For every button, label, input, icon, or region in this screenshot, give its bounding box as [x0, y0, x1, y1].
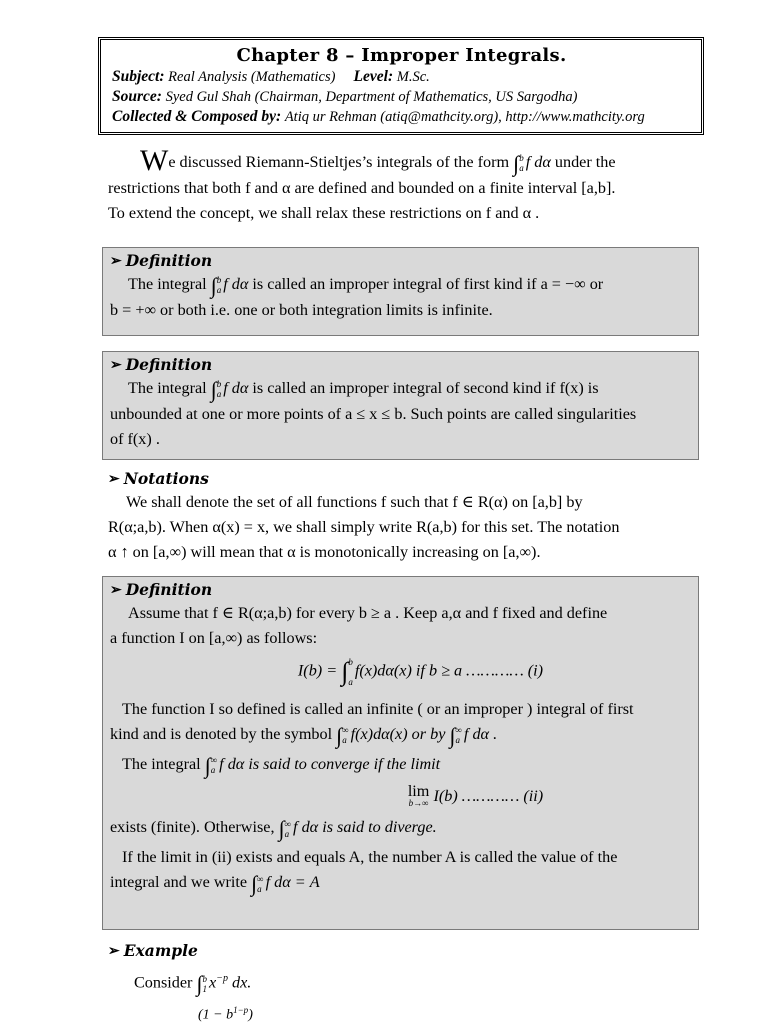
- arrow-bullet-icon: ➢: [108, 471, 120, 487]
- intro-paragraph: We discussed Riemann-Stieltjes’s integrals of the form ∫b a f dα under the restrictions that both f and α are defined and bounded on a finite interval [a,b]. To extend the concept, we shall relax these restrictions on f and α .: [108, 148, 698, 226]
- def3-line4: kind and is denoted by the symbol ∫∞ a f(x)dα(x) or by ∫∞ a f dα .: [110, 723, 498, 748]
- def3-line8: integral and we write ∫∞ a f dα = A: [110, 871, 320, 897]
- integral-symbol: ∫: [341, 656, 349, 686]
- notations-section: [108, 468, 698, 565]
- intro-line3: To extend the concept, we shall relax these restrictions on f and α .: [108, 204, 540, 222]
- integral-symbol: ∫: [210, 377, 217, 402]
- notations-line3: α ↑ on [a,∞) will mean that α is monotonically increasing on [a,∞).: [108, 543, 541, 561]
- def2-line1: The integral ∫b a f dα is called an improper integral of second kind if f(x) is: [128, 377, 599, 402]
- subject-value: Real Analysis (Mathematics): [168, 69, 336, 85]
- def3-line7: If the limit in (ii) exists and equals A, the number A is called the value of the: [122, 848, 618, 867]
- chapter-header-box: [98, 37, 704, 135]
- drop-cap: W: [140, 144, 169, 177]
- integral-symbol: ∫: [336, 723, 343, 748]
- arrow-bullet-icon: ➢: [110, 253, 122, 269]
- subject-label: Subject:: [112, 68, 165, 85]
- subject-line: [112, 67, 691, 87]
- integral-symbol: ∫: [513, 151, 520, 176]
- definition-heading-1: ➢ Definition: [110, 251, 213, 270]
- notations-line2: R(α;a,b). When α(x) = x, we shall simply write R(a,b) for this set. The notation: [108, 518, 620, 536]
- collected-label: Collected & Composed by:: [112, 108, 282, 125]
- definition-box-1: [102, 247, 699, 336]
- def3-line6: exists (finite). Otherwise, ∫∞ a f dα is said to diverge.: [110, 816, 437, 842]
- def3-line2: a function I on [a,∞) as follows:: [110, 629, 318, 647]
- collected-line: [112, 107, 691, 127]
- intro-line1a: e discussed Riemann-Stieltjes’s integrals of the form: [168, 153, 510, 171]
- integral-symbol: ∫: [196, 971, 203, 997]
- level-value: M.Sc.: [396, 69, 430, 85]
- example-line1: Consider ∫b 1 $x^{-p}$ dx.: [134, 971, 252, 997]
- def1-line2: b = +∞ or both i.e. one or both integration limits is infinite.: [110, 301, 493, 319]
- definition-heading-2: ➢ Definition: [110, 355, 213, 374]
- def3-line1: Assume that f ∈ R(α;a,b) for every b ≥ a . Keep a,α and f fixed and define: [128, 604, 608, 622]
- def3-line3: The function I so defined is called an infinite ( or an improper ) integral of first: [122, 700, 634, 718]
- example-partial-line: $(1 - b^{1-p})$: [198, 1005, 253, 1024]
- definition-box-3: [102, 576, 699, 930]
- definition-box-2: [102, 351, 699, 460]
- equation-ii: lim b→∞ I(b) ………… (ii): [407, 782, 544, 809]
- source-line: [112, 87, 691, 107]
- arrow-bullet-icon: ➢: [110, 357, 122, 373]
- def1-line1: The integral ∫b a f dα is called an improper integral of first kind if a = −∞ or: [128, 273, 604, 298]
- integral-symbol: ∫: [278, 816, 285, 842]
- integral-symbol: ∫: [449, 723, 456, 748]
- equation-i: I(b) = ∫b af(x)dα(x) if b ≥ a ………… (i): [297, 656, 544, 687]
- notations-heading: ➢ Notations: [108, 469, 209, 488]
- notations-line1: We shall denote the set of all functions f such that f ∈ R(α) on [a,b] by: [126, 493, 583, 511]
- def2-line2: unbounded at one or more points of a ≤ x ≤ b. Such points are called singularities: [110, 405, 637, 423]
- example-heading: ➢ Example: [108, 941, 198, 960]
- chapter-title: Chapter 8 – Improper Integrals.: [236, 45, 567, 66]
- integral-symbol: ∫: [210, 273, 217, 298]
- source-label: Source:: [112, 88, 162, 105]
- intro-line1b: under the: [554, 153, 616, 171]
- definition-heading-3: ➢ Definition: [110, 580, 213, 599]
- collected-value: Atiq ur Rehman (atiq@mathcity.org), http://www.mathcity.org: [284, 109, 645, 125]
- def3-line5: The integral ∫∞ a f dα is said to converge if the limit: [122, 753, 441, 778]
- example-section: [108, 940, 698, 1028]
- intro-line2: restrictions that both f and α are defined and bounded on a finite interval [a,b].: [108, 179, 616, 197]
- arrow-bullet-icon: ➢: [108, 943, 120, 959]
- integral-symbol: ∫: [204, 753, 211, 778]
- integral-symbol: ∫: [251, 871, 258, 897]
- arrow-bullet-icon: ➢: [110, 582, 122, 598]
- level-label: Level:: [353, 68, 394, 85]
- def2-line3: of f(x) .: [110, 430, 160, 448]
- source-value: Syed Gul Shah (Chairman, Department of Mathematics, US Sargodha): [165, 89, 578, 105]
